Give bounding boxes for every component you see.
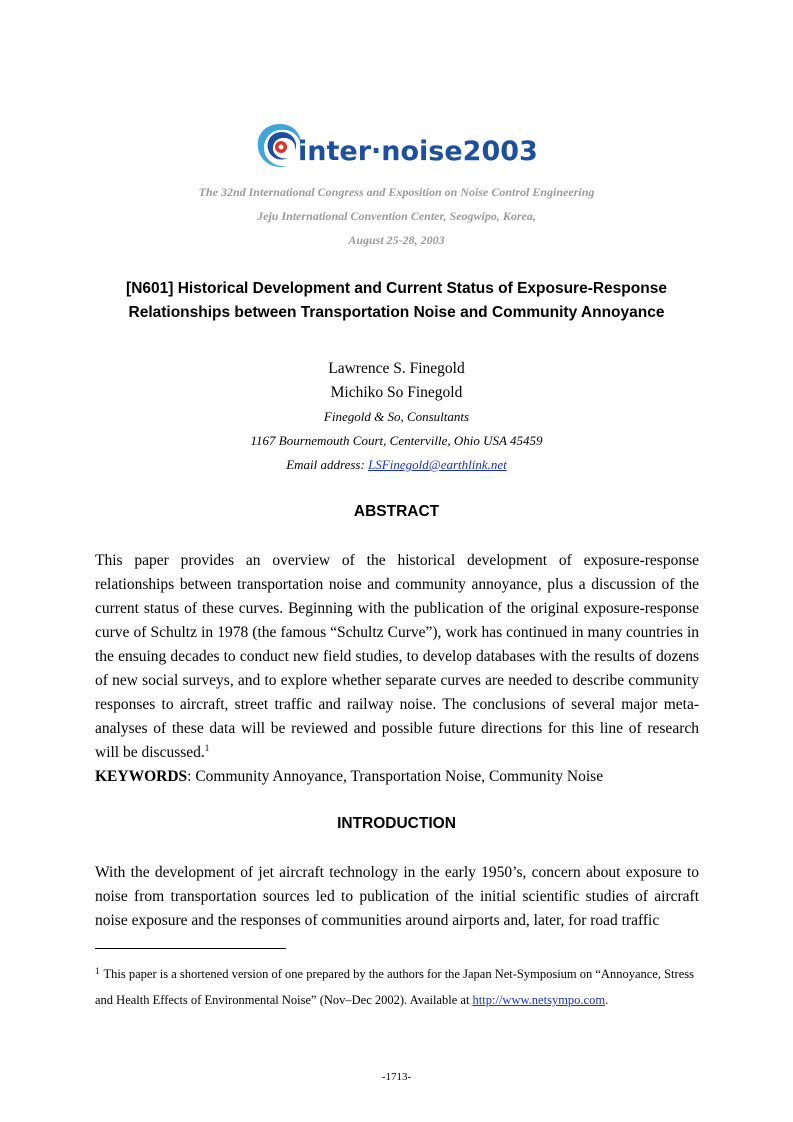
swirl-icon — [257, 124, 300, 167]
keywords-line — [95, 765, 699, 789]
conference-venue: Jeju International Convention Center, Seogwipo, Korea, — [257, 209, 536, 223]
address: 1167 Bournemouth Court, Centerville, Ohio USA 45459 — [250, 433, 543, 448]
footnote-divider — [95, 948, 286, 949]
internoise-logo-icon — [252, 118, 542, 174]
footnote — [95, 958, 705, 1013]
affiliation: Finegold & So, Consultants — [323, 409, 470, 424]
footnote-marker[interactable]: 1 — [204, 742, 210, 753]
paper-title — [0, 277, 793, 325]
footnote-number: 1 — [95, 966, 100, 976]
paper-title-line-1: [N601] Historical Development and Current Status of Exposure-Response — [126, 280, 667, 297]
email-line — [0, 457, 793, 473]
footnote-url-link[interactable]: http://www.netsympo.com — [472, 993, 606, 1007]
abstract-text: This paper provides an overview of the historical development of exposure-response relationships between transportation noise and community annoyance, plus a discussion of the current status of these curves. Beginning with the publication of the original exposure-response curve of Schultz in 1978 (the famous “Schultz Curve”), work has continued in many countries in the ensuing decades to conduct new field studies, to develop databases with the results of dozens of new social surveys, and to explore whether separate curves are needed to describe community responses to aircraft, street traffic and railway noise. The conclusions of several major meta-analyses of these data will be reviewed and possible future directions for this line of research will be discussed. — [95, 552, 699, 761]
author-1: Lawrence S. Finegold — [328, 360, 465, 377]
page-number: -1713- — [381, 1071, 412, 1083]
paper-title-line-2: Relationships between Transportation Noise and Community Annoyance — [128, 304, 665, 321]
conference-name: The 32nd International Congress and Exposition on Noise Control Engineering — [198, 185, 595, 199]
introduction-heading: INTRODUCTION — [337, 815, 456, 832]
introduction-body: With the development of jet aircraft technology in the early 1950’s, concern about exposure to noise from transportation sources led to publication of the initial scientific studies of aircraft noise exposure and the responses of communities around airports and, later, for road traffic — [95, 864, 699, 929]
email-label: Email address: — [286, 457, 369, 472]
abstract-body — [95, 549, 699, 765]
logo-text: inter·noise2003 — [297, 136, 538, 167]
keywords-label: KEYWORDS — [95, 768, 188, 785]
abstract-heading: ABSTRACT — [353, 503, 440, 520]
keywords-text: : Community Annoyance, Transportation Noise, Community Noise — [187, 768, 604, 785]
email-link[interactable]: LSFinegold@earthlink.net — [368, 457, 507, 472]
author-2: Michiko So Finegold — [330, 384, 463, 401]
conference-logo — [0, 118, 793, 174]
footnote-end: . — [605, 993, 609, 1007]
conference-dates: August 25-28, 2003 — [348, 233, 445, 247]
footnote-text: This paper is a shortened version of one prepared by the authors for the Japan Net-Symposium on “Annoyance, Stress and Health Effects of Environmental Noise” (Nov–Dec 2002). Available at — [95, 967, 694, 1007]
